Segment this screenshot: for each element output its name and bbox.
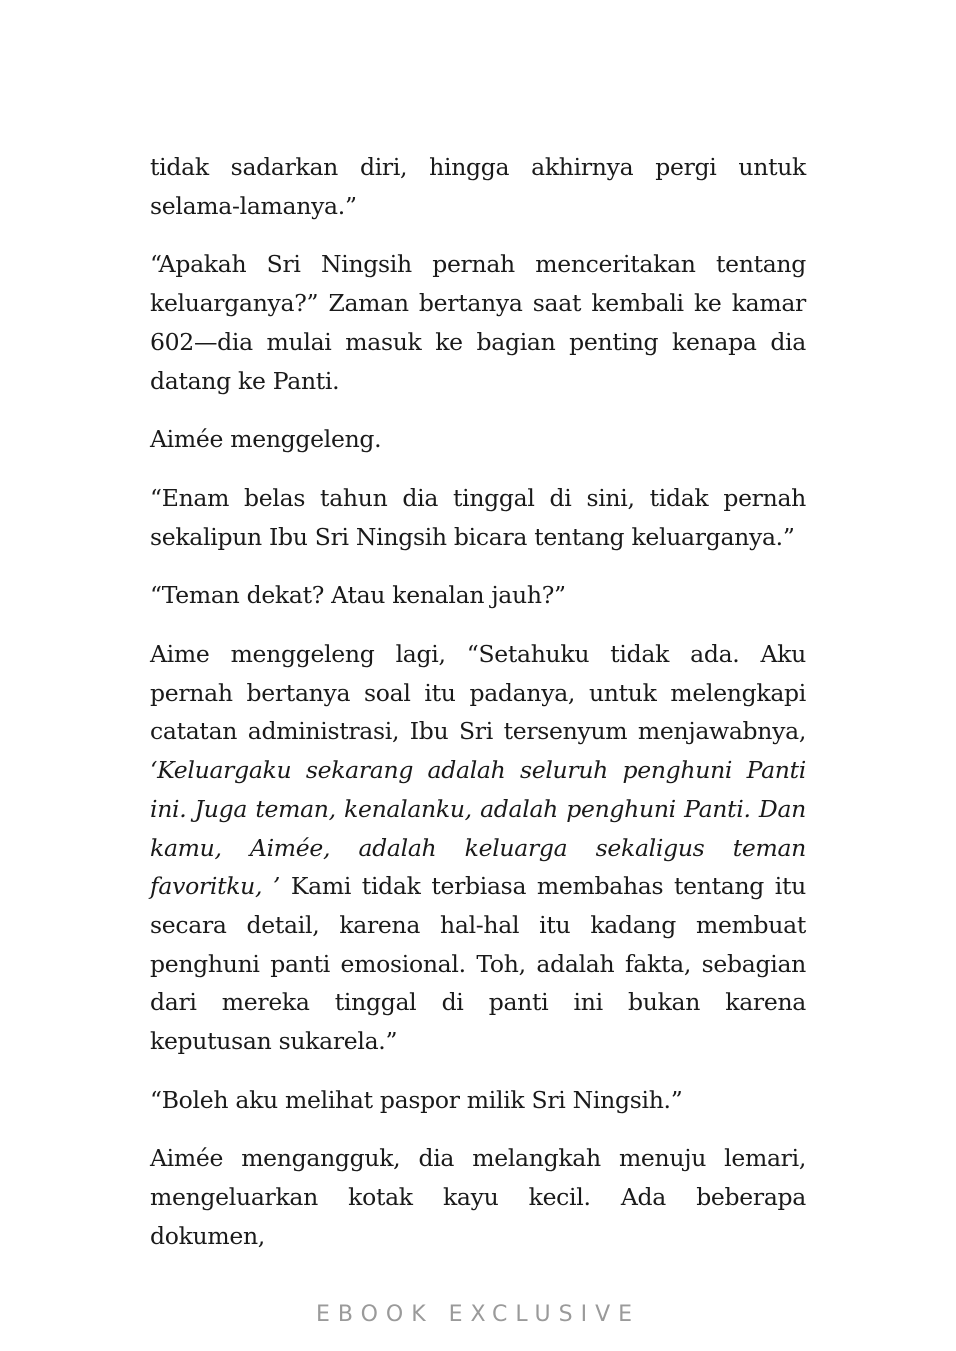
paragraph [150, 148, 806, 225]
paragraph [150, 420, 806, 459]
paragraph [150, 635, 806, 1061]
paragraph-text: Aimée mengangguk, dia melangkah menuju lemari, mengeluarkan kotak kayu kecil. Ada beberapa dokumen, [150, 1144, 806, 1250]
paragraph [150, 245, 806, 400]
paragraph-text: “Teman dekat? Atau kenalan jauh?” [150, 581, 566, 610]
paragraph [150, 1139, 806, 1255]
paragraph-text: Kami tidak terbiasa membahas tentang itu secara detail, karena hal-hal itu kadang membuat penghuni panti emosional. Toh, adalah fakta, sebagian dari mereka tinggal di panti ini bukan karena keputusan sukarela.” [150, 872, 806, 1056]
paragraph-text: “Apakah Sri Ningsih pernah menceritakan tentang keluarganya?” Zaman bertanya saat kembali ke kamar 602—dia mulai masuk ke bagian penting kenapa dia datang ke Panti. [150, 250, 806, 395]
paragraph [150, 479, 806, 556]
paragraph-text: tidak sadarkan diri, hingga akhirnya pergi untuk selama-lamanya.” [150, 153, 806, 220]
quoted-italic-text: ‘Keluargaku sekarang adalah seluruh penghuni Panti ini. Juga teman, kenalanku, adalah penghuni Panti. Dan kamu, Aimée, adalah keluarga sekaligus teman favoritku, ’ [150, 756, 806, 901]
paragraph-text: Aimée menggeleng. [150, 425, 382, 454]
footer-label: EBOOK EXCLUSIVE [315, 1302, 641, 1327]
paragraph-text: “Enam belas tahun dia tinggal di sini, tidak pernah sekalipun Ibu Sri Ningsih bicara tentang keluarganya.” [150, 483, 806, 551]
paragraph [150, 1081, 806, 1120]
paragraph [150, 576, 806, 615]
paragraph-text: “Boleh aku melihat paspor milik Sri Ningsih.” [150, 1085, 683, 1114]
paragraph-text: Aime menggeleng lagi, “Setahuku tidak ada. Aku pernah bertanya soal itu padanya, untuk melengkapi catatan administrasi, Ibu Sri tersenyum menjawabnya, [150, 640, 806, 746]
page-body [150, 148, 806, 1276]
